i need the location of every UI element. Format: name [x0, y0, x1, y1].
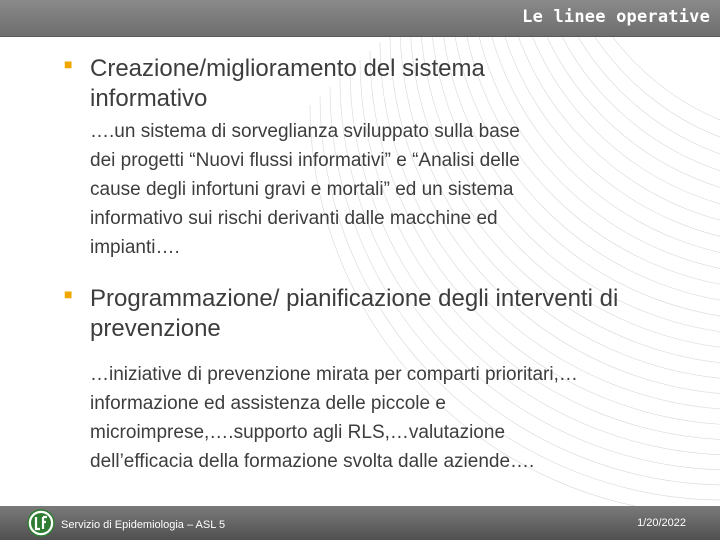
footer-organization: Servizio di Epidemiologia – ASL 5 [61, 519, 226, 531]
section-2-body-line: informazione ed assistenza delle piccole e [90, 393, 446, 414]
section-1-body [90, 117, 520, 262]
section-1-body-line: impianti…. [90, 237, 180, 258]
asl-logo-icon [27, 509, 55, 537]
section-1-body-line: ….un sistema di sorveglianza sviluppato sulla base [90, 121, 520, 142]
square-bullet-icon: ■ [64, 286, 73, 302]
section-2-body [90, 360, 578, 476]
footer-date: 1/20/2022 [637, 517, 686, 529]
section-1-heading [90, 54, 714, 114]
section-2-heading [90, 284, 714, 344]
bullet-section-1 [64, 54, 714, 118]
section-2-heading-line-1: Programmazione/ pianificazione degli interventi di [90, 285, 619, 312]
section-1-heading-line-2: informativo [90, 85, 208, 112]
section-1-body-line: dei progetti “Nuovi flussi informativi” e “Analisi delle [90, 150, 520, 171]
section-2-body-line: microimprese,….supporto agli RLS,…valutazione [90, 422, 506, 443]
section-1-heading-line-1: Creazione/miglioramento del sistema [90, 55, 485, 82]
section-1-body-line: cause degli infortuni gravi e mortali” ed un sistema [90, 179, 514, 200]
section-1-body-line: informativo sui rischi derivanti dalle macchine ed [90, 208, 498, 229]
section-2-heading-line-2: prevenzione [90, 315, 221, 342]
section-2-body-line: …iniziative di prevenzione mirata per comparti prioritari,… [90, 364, 578, 385]
square-bullet-icon: ■ [64, 56, 73, 72]
header-title: Le linee operative [522, 7, 710, 27]
bullet-section-2 [64, 284, 714, 348]
header-bar [0, 0, 720, 37]
section-2-body-line: dell’efficacia della formazione svolta dalle aziende…. [90, 451, 535, 472]
